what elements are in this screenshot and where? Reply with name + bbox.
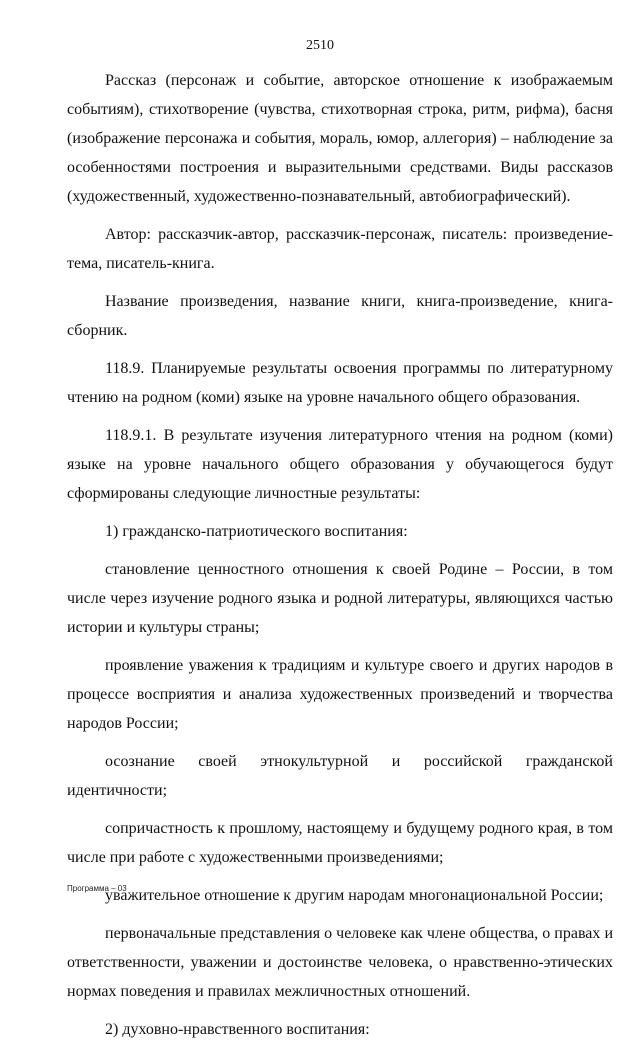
paragraph: Автор: рассказчик-автор, рассказчик-персонаж, писатель: произведение-тема, писатель-книга. <box>67 226 613 272</box>
page-number: 2510 <box>306 38 334 53</box>
paragraph: становление ценностного отношения к своей Родине – России, в том числе через изучение родного языка и родной литературы, являющихся частью истории и культуры страны; <box>67 561 613 636</box>
document-body <box>67 66 613 1053</box>
paragraph: осознание своей этнокультурной и российской гражданской идентичности; <box>67 753 613 799</box>
section-heading-118-9: 118.9. Планируемые результаты освоения программы по литературному чтению на родном (коми) языке на уровне начального общего образования. <box>67 360 613 406</box>
list-heading: 2) духовно-нравственного воспитания: <box>105 1021 370 1038</box>
list-heading: 1) гражданско-патриотического воспитания: <box>105 523 408 540</box>
paragraph: проявление уважения к традициям и культуре своего и других народов в процессе восприятия и анализа художественных произведений и творчества народов России; <box>67 657 613 732</box>
paragraph: Название произведения, название книги, книга-произведение, книга-сборник. <box>67 293 613 339</box>
footer-label: Программа – 03 <box>67 884 127 893</box>
paragraph: уважительное отношение к другим народам многонациональной России; <box>105 887 604 904</box>
paragraph: первоначальные представления о человеке как члене общества, о правах и ответственности, уважении и достоинстве человека, о нравственно-этических нормах поведения и правилах межличностных отношений. <box>67 925 613 1000</box>
paragraph: Рассказ (персонаж и событие, авторское отношение к изображаемым событиям), стихотворение (чувства, стихотворная строка, ритм, рифма), басня (изображение персонажа и события, мораль, юмор, аллегория) – наблюдение за особенностями построения и выразительными средствами. Виды рассказов (художественный, художественно-познавательный, автобиографический). <box>67 72 613 205</box>
section-heading-118-9-1: 118.9.1. В результате изучения литературного чтения на родном (коми) языке на уровне начального общего образования у обучающегося будут сформированы следующие личностные результаты: <box>67 427 613 502</box>
paragraph: сопричастность к прошлому, настоящему и будущему родного края, в том числе при работе с художественными произведениями; <box>67 820 613 866</box>
